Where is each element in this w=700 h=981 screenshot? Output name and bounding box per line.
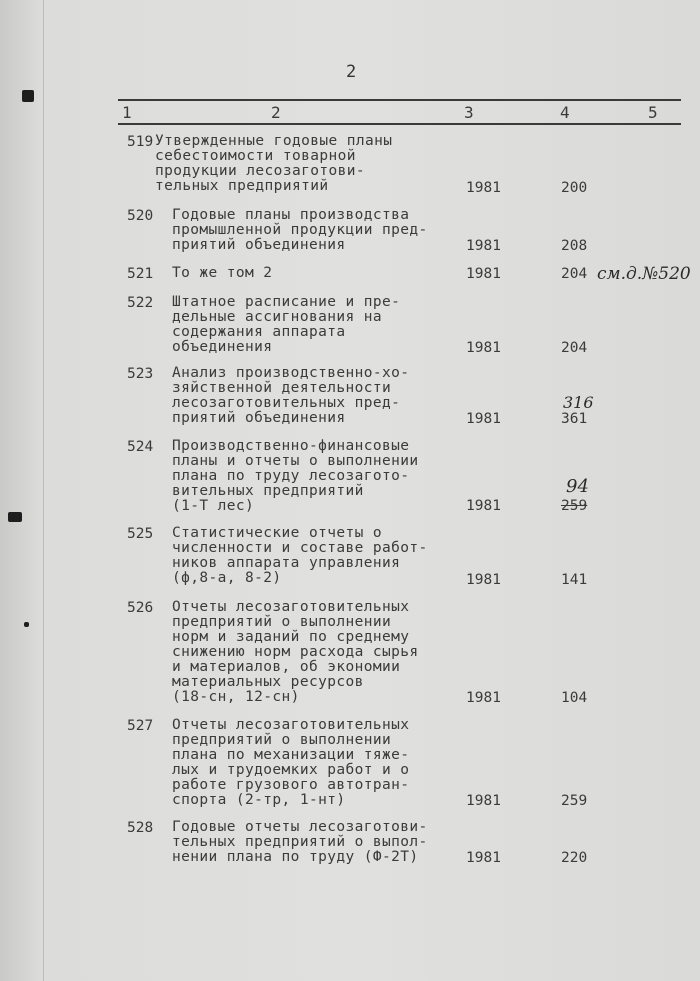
entry-number: 520 [127, 208, 154, 224]
entry-year: 1981 [466, 572, 501, 588]
entry-year: 1981 [466, 690, 501, 706]
punch-hole-mark [24, 622, 29, 627]
entry-sheet-count: 361 [561, 411, 588, 427]
page-number: 2 [346, 62, 357, 82]
entry-title: Статистические отчеты о численности и составе работ- ников аппарата управления (ф,8-а, 8-2) [172, 525, 428, 586]
entry-sheet-count: 208 [561, 238, 588, 254]
entry-sheet-count: 259 [561, 793, 588, 809]
entry-year: 1981 [466, 340, 501, 356]
handwritten-note: см.д.№520 [597, 264, 691, 284]
entry-sheet-count: 141 [561, 572, 588, 588]
entry-number: 523 [127, 366, 154, 382]
entry-year: 1981 [466, 850, 501, 866]
entry-title: То же том 2 [172, 265, 273, 281]
column-header: 4 [560, 103, 570, 122]
handwritten-correction: 94 [566, 476, 589, 497]
entry-sheet-count: 259 [561, 498, 588, 514]
entry-title: Производственно-финансовые планы и отчеты о выполнении плана по труду лесозагото- вительных предприятий (1-Т лес) [172, 438, 419, 514]
entry-title: Штатное расписание и пре- дельные ассигнования на содержания аппарата объединения [172, 294, 401, 355]
entry-sheet-count: 200 [561, 180, 588, 196]
entry-title: Годовые планы производства промышленной продукции пред- приятий объединения [172, 207, 428, 253]
column-header: 2 [271, 103, 281, 122]
entry-year: 1981 [466, 498, 501, 514]
entry-year: 1981 [466, 238, 501, 254]
column-header: 5 [648, 103, 658, 122]
entry-title: Отчеты лесозаготовительных предприятий о выполнении норм и заданий по среднему снижению норм расхода сырья и материалов, об экономии материальных ресурсов (18-сн, 12-сн) [172, 599, 419, 705]
entry-number: 519 [127, 134, 154, 150]
entry-number: 525 [127, 526, 154, 542]
entry-sheet-count: 104 [561, 690, 588, 706]
punch-hole-mark [22, 90, 34, 102]
entry-year: 1981 [466, 266, 501, 282]
entry-sheet-count: 204 [561, 340, 588, 356]
entry-title: Отчеты лесозаготовительных предприятий о выполнении плана по механизации тяже- лых и трудоемких работ и о работе грузового автотран- спорта (2-тр, 1-нт) [172, 717, 410, 808]
entry-year: 1981 [466, 180, 501, 196]
entry-number: 527 [127, 718, 154, 734]
entry-sheet-count: 220 [561, 850, 588, 866]
column-header: 1 [122, 103, 132, 122]
entry-title: Утвержденные годовые планы себестоимости товарной продукции лесозаготови- тельных предприятий [155, 133, 393, 194]
page-margin-line [43, 0, 44, 981]
entry-number: 524 [127, 439, 154, 455]
entry-number: 522 [127, 295, 154, 311]
entry-number: 521 [127, 266, 154, 282]
table-header [118, 99, 681, 125]
entry-number: 528 [127, 820, 154, 836]
entry-year: 1981 [466, 411, 501, 427]
entry-number: 526 [127, 600, 154, 616]
punch-hole-mark [8, 512, 22, 522]
entry-sheet-count: 204 [561, 266, 588, 282]
handwritten-correction: 316 [563, 393, 594, 412]
entry-year: 1981 [466, 793, 501, 809]
entry-title: Годовые отчеты лесозаготови- тельных предприятий о выпол- нении плана по труду (Ф-2Т) [172, 819, 428, 865]
entry-title: Анализ производственно-хо- зяйственной деятельности лесозаготовительных пред- приятий объединения [172, 365, 410, 426]
column-header: 3 [464, 103, 474, 122]
